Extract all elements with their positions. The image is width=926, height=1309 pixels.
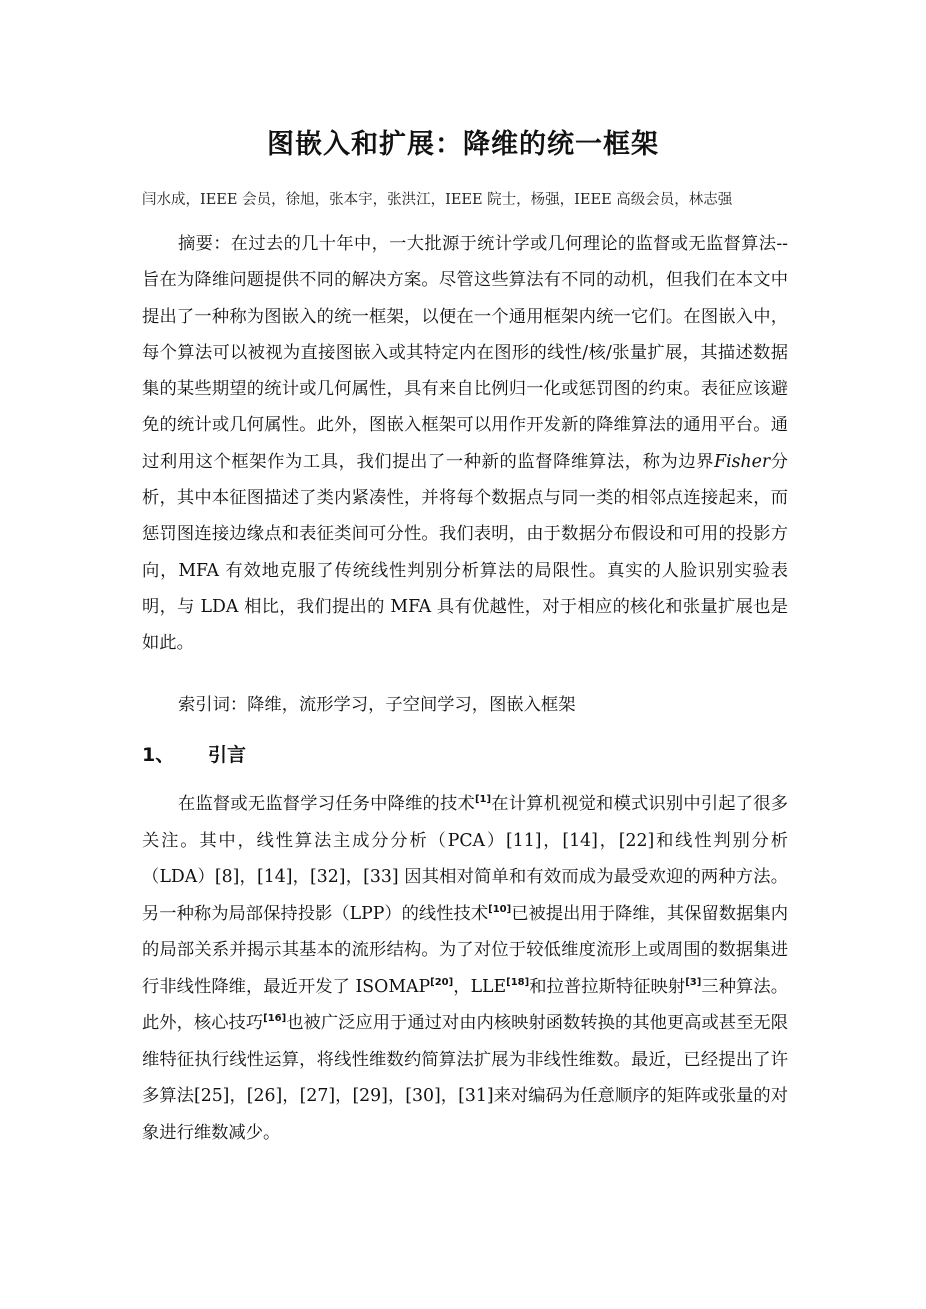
intro-text: 也被广泛应用于通过对由内核映射函数转换的其他更高或甚至无限维特征执行线性运算，将线性维数约简算法扩展为非线性维数。最近，已经提出了许多算法[25]，[26]，[27]，[29]，[30]，[31]来对编码为任意顺序的矩阵或张量的对象进行维数减少。 [142,1013,788,1143]
intro-text: 和拉普拉斯特征映射 [529,976,686,997]
abstract-paragraph [142,226,788,662]
abstract-text-part1: 摘要：在过去的几十年中，一大批源于统计学或几何理论的监督或无监督算法--旨在为降维问题提供不同的解决方案。尽管这些算法有不同的动机，但我们在本文中提出了一种称为图嵌入的统一框架，以便在一个通用框架内统一它们。在图嵌入中，每个算法可以被视为直接图嵌入或其特定内在图形的线性/核/张量扩展，其描述数据集的某些期望的统计或几何属性，具有来自比例归一化或惩罚图的约束。表征应该避免的统计或几何属性。此外，图嵌入框架可以用作开发新的降维算法的通用平台。通过利用这个框架作为工具，我们提出了一种新的监督降维算法，称为边界 [142,234,788,472]
intro-text: 在计算机视觉和模式识别中引起了很多关注。其中，线性算法主成分分析（PCA）[11]，[14]，[22]和线性判别分析（LDA）[8]，[14]，[32]，[33] 因其相对简单和有效而成为最受欢迎的两种方法。另一种称为局部保持投影（LPP）的线性技术 [142,794,788,924]
section-number: 1、 [142,744,175,766]
introduction-paragraph [142,786,788,1151]
citation-ref[interactable]: [18] [506,976,530,988]
citation-ref[interactable]: [3] [685,976,702,988]
section-title: 引言 [208,744,247,766]
citation-ref[interactable]: [1] [474,794,492,805]
intro-text: 已被提出用于降维，其保留数据集内的局部关系并揭示其基本的流形结构。为了对位于较低维度流形上或周围的数据集进行非线性降维，最近开发了 ISOMAP [142,903,788,997]
fisher-term: Fisher [714,451,771,472]
section-heading-introduction [142,740,246,767]
citation-ref[interactable]: [16] [263,1013,287,1024]
author-list: 闫水成，IEEE 会员，徐旭，张本宇，张洪江，IEEE 院士，杨强，IEEE 高级会员，林志强 [142,192,733,208]
paper-title: 图嵌入和扩展：降维的统一框架 [267,129,659,160]
citation-ref[interactable]: [10] [488,903,512,915]
abstract-text-part2: 分析，其中本征图描述了类内紧凑性，并将每个数据点与同一类的相邻点连接起来，而惩罚图连接边缘点和表征类间可分性。我们表明，由于数据分布假设和可用的投影方向，MFA 有效地克服了传统线性判别分析算法的局限性。真实的人脸识别实验表明，与 LDA 相比，我们提出的 MFA 具有优越性，对于相应的核化和张量扩展也是如此。 [142,451,788,654]
intro-text: 三种算法。此外，核心技巧 [142,976,788,1033]
index-terms: 索引词：降维，流形学习，子空间学习，图嵌入框架 [178,695,576,715]
citation-ref[interactable]: [20] [430,976,454,988]
intro-text: 在监督或无监督学习任务中降维的技术 [178,794,475,814]
intro-text: ，LLE [453,976,507,997]
